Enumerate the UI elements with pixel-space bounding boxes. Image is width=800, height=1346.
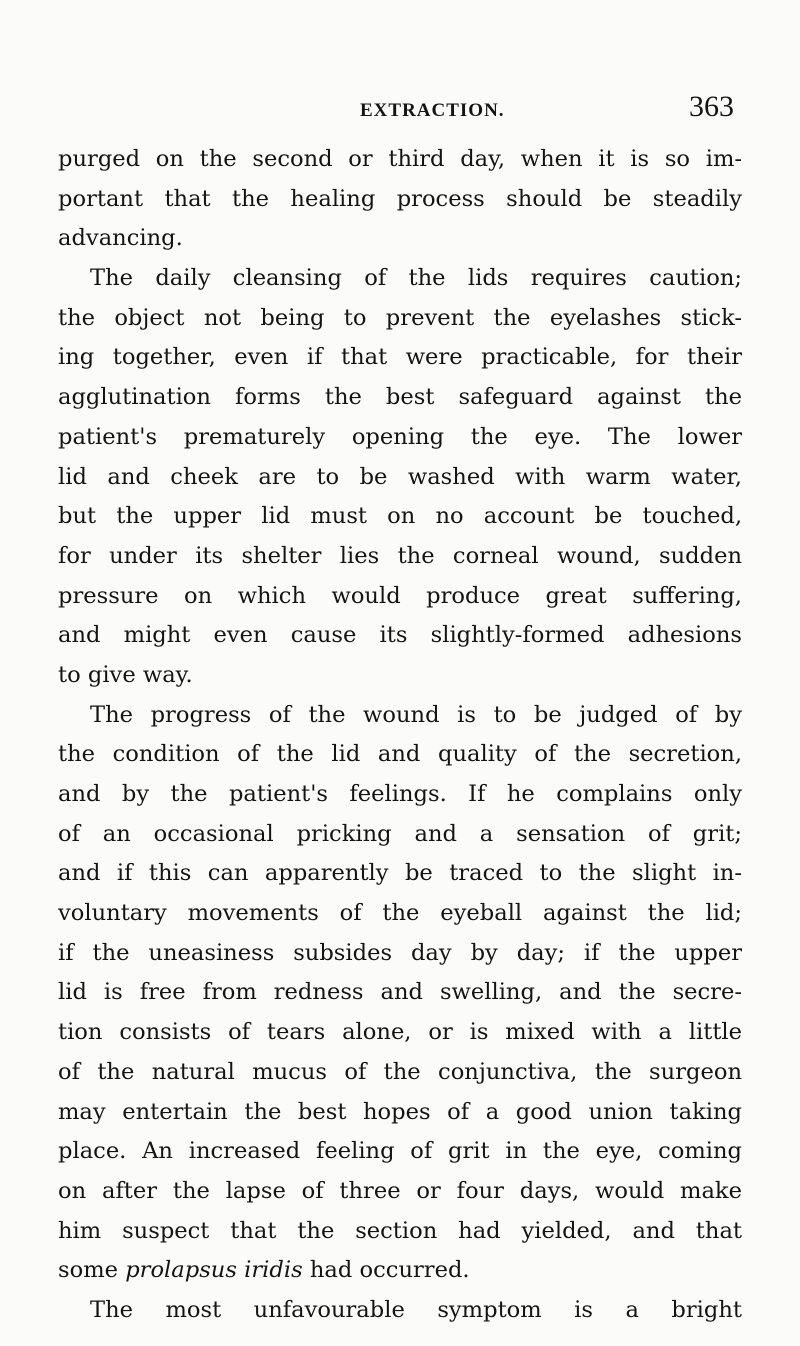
text-line: the condition of the lid and quality of the secretion,: [58, 741, 742, 768]
text-segment: had occurred.: [302, 1257, 470, 1284]
text-line: the object not being to prevent the eyelashes stick-: [58, 304, 742, 331]
text-line: to give way.: [58, 661, 193, 688]
text-line: of an occasional pricking and a sensation of grit;: [58, 820, 742, 847]
text-line: may entertain the best hopes of a good union taking: [58, 1098, 742, 1125]
running-title: EXTRACTION.: [360, 100, 505, 121]
running-header: [60, 90, 740, 130]
text-line: ing together, even if that were practicable, for their: [58, 344, 742, 371]
text-line: if the uneasiness subsides day by day; if the upper: [58, 939, 742, 966]
italic-term: prolapsus iridis: [125, 1257, 303, 1284]
text-line: of the natural mucus of the conjunctiva, the surgeon: [58, 1058, 742, 1085]
text-line: agglutination forms the best safeguard against the: [58, 384, 742, 411]
text-line: portant that the healing process should be steadily: [58, 185, 742, 212]
text-line: and by the patient's feelings. If he complains only: [58, 781, 742, 807]
text-line: and if this can apparently be traced to the slight in-: [58, 860, 742, 887]
text-line: [58, 1251, 742, 1291]
text-segment: some: [58, 1257, 126, 1284]
page-number: 363: [689, 90, 734, 123]
text-line: The progress of the wound is to be judged of by: [90, 701, 742, 728]
text-line: for under its shelter lies the corneal wound, sudden: [58, 542, 742, 569]
text-line: pressure on which would produce great suffering,: [58, 582, 742, 609]
text-line: but the upper lid must on no account be touched,: [58, 503, 742, 530]
text-line: purged on the second or third day, when it is so im-: [58, 146, 742, 172]
text-line: lid is free from redness and swelling, and the secre-: [58, 979, 742, 1006]
text-line: patient's prematurely opening the eye. The lower: [58, 423, 742, 450]
text-line: The daily cleansing of the lids requires caution;: [90, 265, 742, 292]
text-line: him suspect that the section had yielded, and that: [58, 1217, 742, 1244]
text-line: tion consists of tears alone, or is mixed with a little: [58, 1019, 742, 1046]
text-line: voluntary movements of the eyeball against the lid;: [58, 900, 742, 927]
text-line: The most unfavourable symptom is a bright: [90, 1296, 742, 1323]
body-text: [58, 140, 742, 1331]
text-line: and might even cause its slightly-formed adhesions: [58, 622, 742, 649]
text-line: advancing.: [58, 225, 183, 252]
text-line: lid and cheek are to be washed with warm water,: [58, 463, 742, 490]
text-line: on after the lapse of three or four days, would make: [58, 1177, 742, 1204]
text-line: place. An increased feeling of grit in the eye, coming: [58, 1138, 742, 1165]
